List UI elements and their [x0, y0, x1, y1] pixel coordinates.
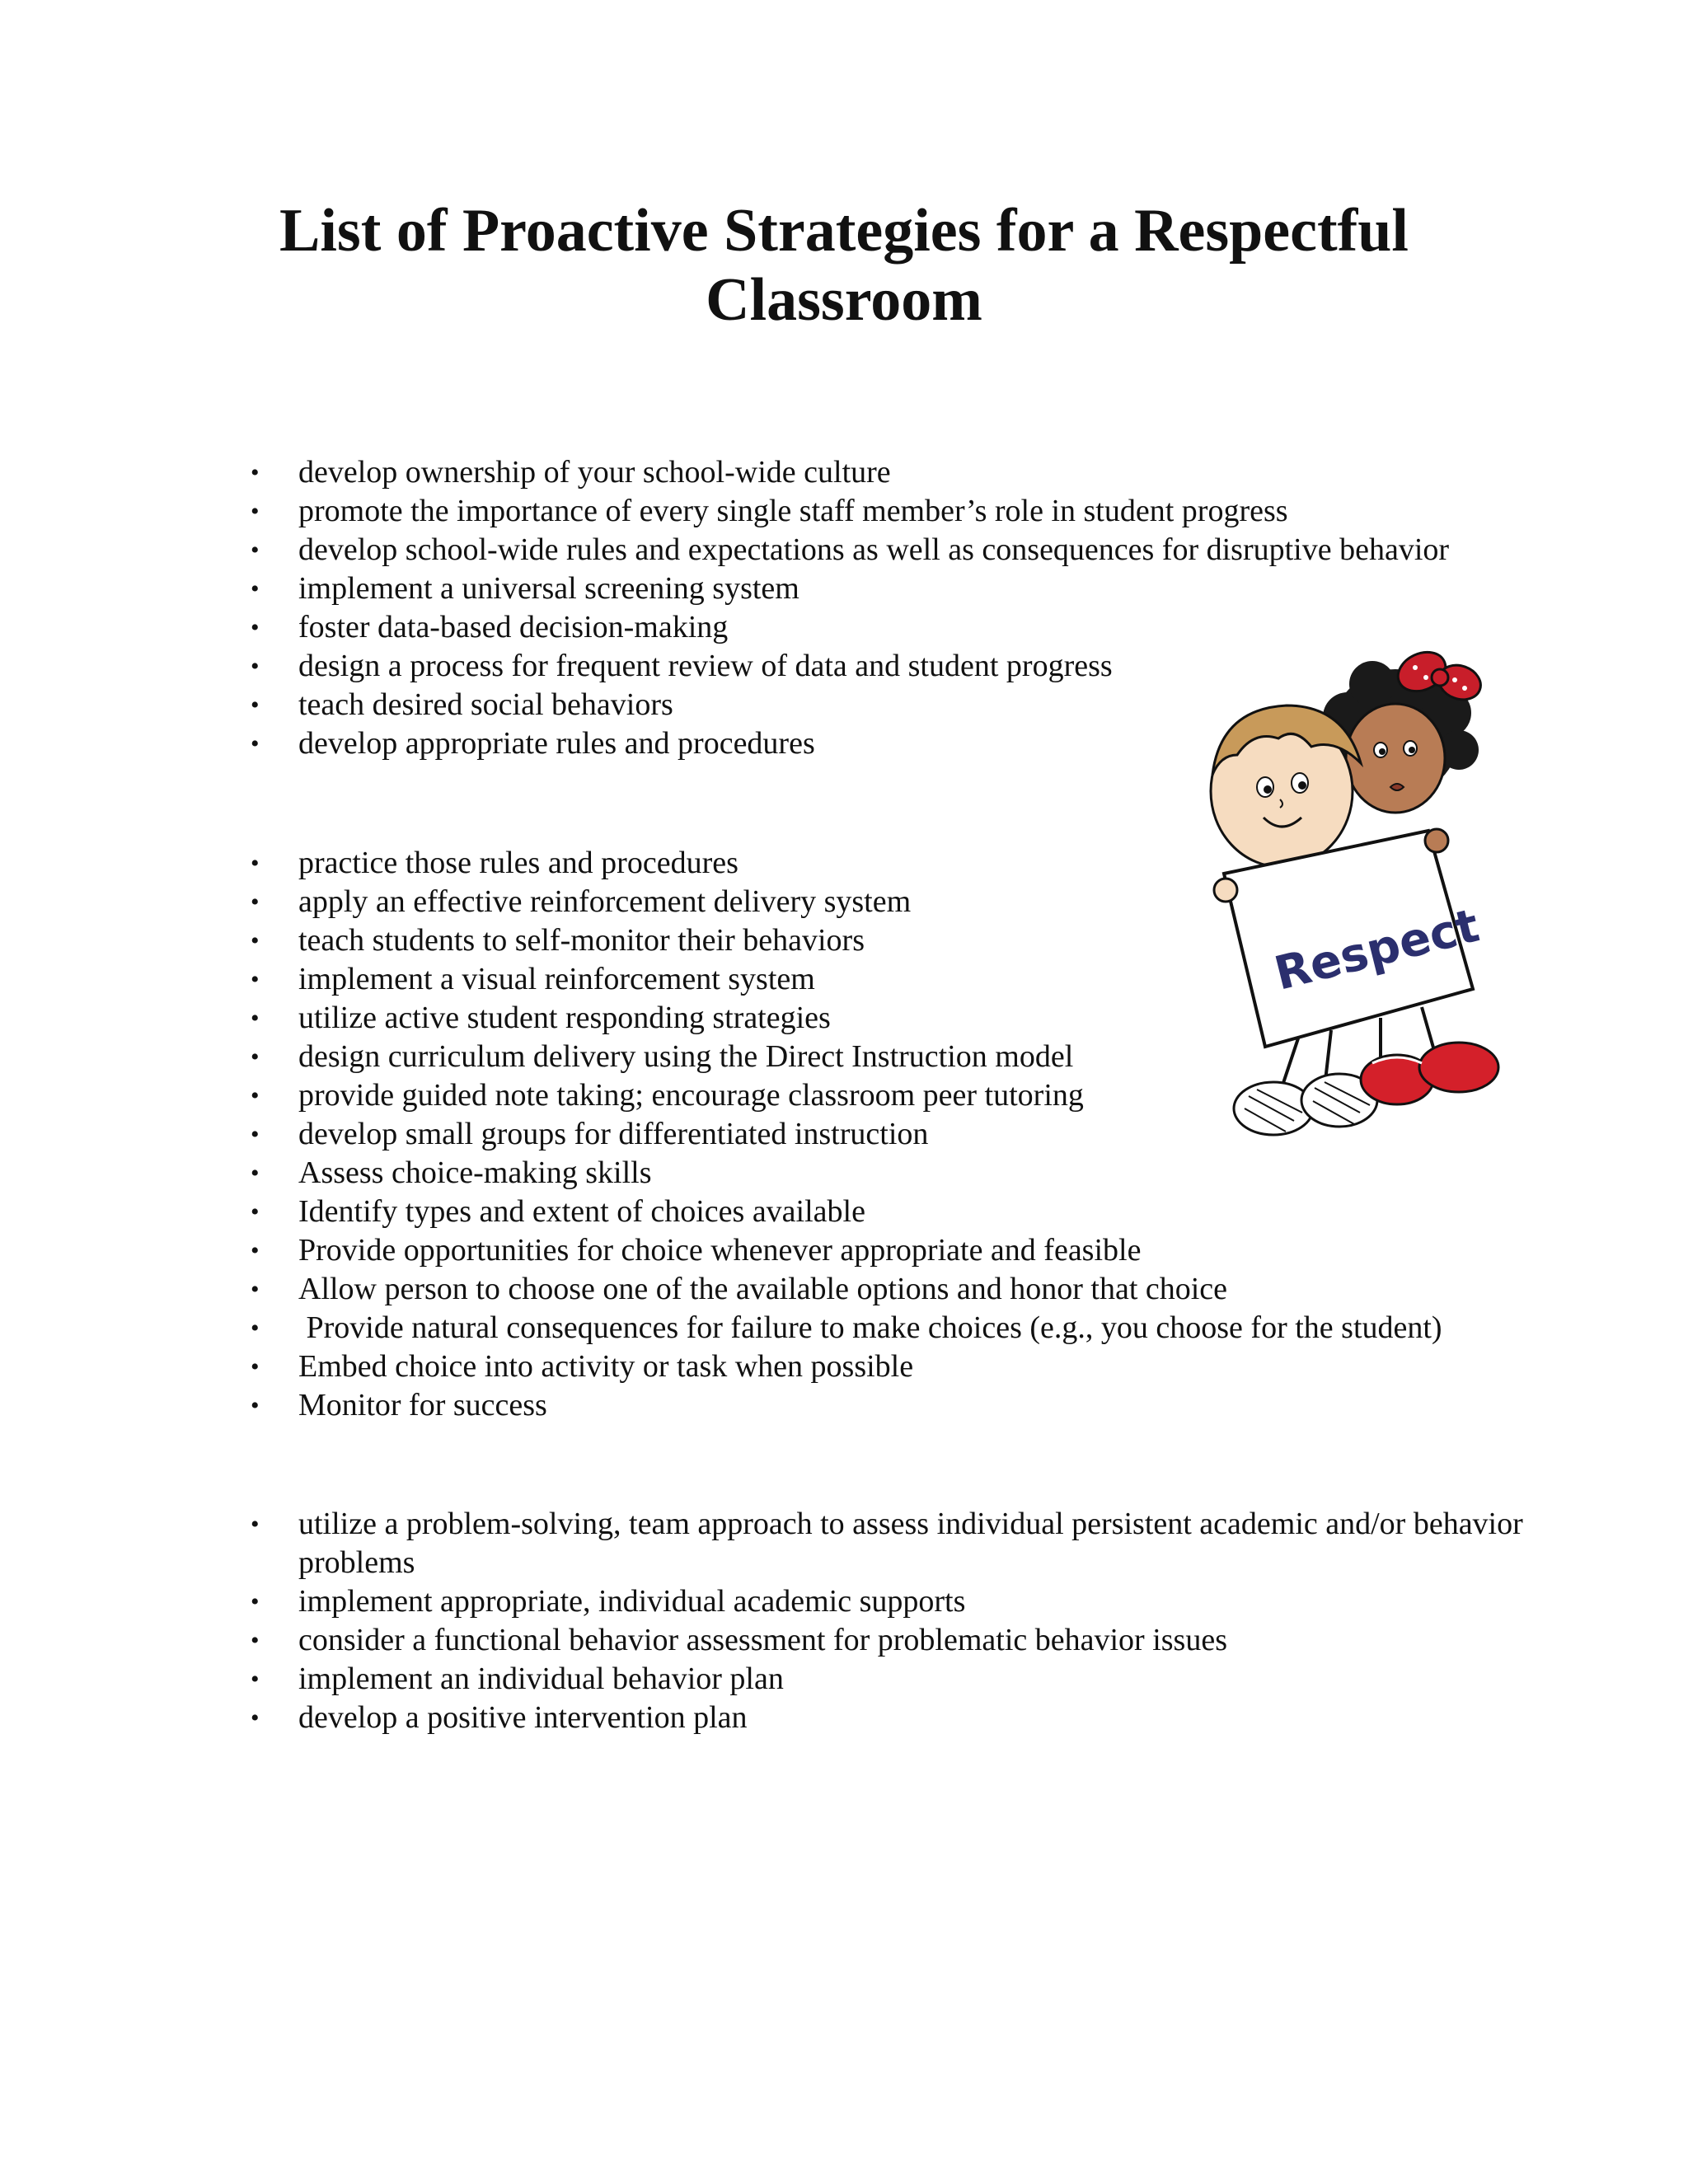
list-item-text: Identify types and extent of choices available — [298, 1194, 865, 1229]
list-item-text: develop a positive intervention plan — [298, 1700, 748, 1735]
page-title-line-1: List of Proactive Strategies for a Respectful — [279, 197, 1409, 265]
bullet-icon: • — [251, 927, 260, 954]
page-title — [0, 196, 1688, 335]
list-item-text: Allow person to choose one of the available options and honor that choice — [298, 1272, 1228, 1306]
bullet-icon: • — [251, 966, 260, 993]
boy-face — [1211, 705, 1361, 867]
list-item-text: design curriculum delivery using the Direct Instruction model — [298, 1039, 1074, 1074]
bullet-icon: • — [251, 1627, 260, 1654]
list-item-text: implement appropriate, individual academic supports — [298, 1584, 966, 1619]
list-item-text: Embed choice into activity or task when possible — [298, 1349, 914, 1384]
bullet-icon: • — [251, 1121, 260, 1148]
boy-shoes-icon — [1234, 1074, 1377, 1135]
list-item — [247, 1621, 1533, 1660]
list-item — [247, 1505, 1533, 1582]
page-title-line-2: Classroom — [706, 266, 982, 334]
bullet-icon: • — [251, 459, 260, 486]
list-item — [247, 1309, 1533, 1347]
bullet-icon: • — [251, 1005, 260, 1032]
list-item-text: utilize active student responding strategies — [298, 1001, 831, 1035]
list-item — [247, 1231, 1533, 1270]
list-item-text: teach desired social behaviors — [298, 687, 673, 722]
list-item — [247, 1699, 1533, 1737]
list-item-text: implement an individual behavior plan — [298, 1661, 784, 1696]
list-item — [247, 453, 1533, 492]
list-item-text: practice those rules and procedures — [298, 846, 738, 880]
list-item — [247, 1193, 1533, 1231]
list-item-text: foster data-based decision-making — [298, 610, 729, 644]
list-item-text: Provide natural consequences for failure to make choices (e.g., you choose for the student) — [298, 1310, 1442, 1345]
bullet-icon: • — [251, 614, 260, 641]
boy-hand — [1214, 879, 1237, 902]
list-item-text: develop school-wide rules and expectations as well as consequences for disruptive behavior — [298, 532, 1450, 567]
bullet-icon: • — [251, 888, 260, 916]
list-item — [247, 531, 1533, 569]
bullet-icon: • — [251, 498, 260, 525]
bullet-icon: • — [251, 653, 260, 680]
list-item-text: Assess choice-making skills — [298, 1155, 652, 1190]
list-item — [247, 1347, 1533, 1386]
list-item — [247, 1270, 1533, 1309]
list-item-text: implement a universal screening system — [298, 571, 799, 606]
list-item — [247, 1386, 1533, 1425]
list-item — [247, 1660, 1533, 1699]
list-item-text: teach students to self-monitor their behaviors — [298, 923, 865, 958]
bullet-icon: • — [251, 1353, 260, 1380]
list-item — [247, 492, 1533, 531]
bullet-icon: • — [251, 1160, 260, 1187]
bullet-icon: • — [251, 1588, 260, 1615]
bullet-icon: • — [251, 850, 260, 877]
respect-kids-illustration — [1175, 635, 1562, 1150]
bullet-icon: • — [251, 1392, 260, 1419]
girl-hand — [1425, 829, 1448, 852]
bullet-icon: • — [251, 1315, 260, 1342]
bullet-icon: • — [251, 1511, 260, 1538]
list-item-text: Monitor for success — [298, 1388, 547, 1422]
bullet-icon: • — [251, 1237, 260, 1264]
list-item — [247, 1582, 1533, 1621]
bullet-icon: • — [251, 1082, 260, 1109]
bullet-icon: • — [251, 1704, 260, 1732]
list-item-text: apply an effective reinforcement delivery system — [298, 884, 912, 919]
list-item-text: develop appropriate rules and procedures — [298, 726, 815, 761]
list-item-text: design a process for frequent review of data and student progress — [298, 649, 1113, 683]
list-item-text: Provide opportunities for choice whenever appropriate and feasible — [298, 1233, 1142, 1268]
bullet-icon: • — [251, 1198, 260, 1226]
list-item-text: implement a visual reinforcement system — [298, 962, 815, 996]
bullet-icon: • — [251, 1276, 260, 1303]
respect-sign-text: Respect — [1269, 898, 1484, 1001]
list-item — [247, 1154, 1533, 1193]
list-item-text: consider a functional behavior assessment for problematic behavior issues — [298, 1623, 1227, 1657]
list-item-text: provide guided note taking; encourage classroom peer tutoring — [298, 1078, 1084, 1113]
bullet-icon: • — [251, 575, 260, 602]
bullet-icon: • — [251, 730, 260, 757]
bullet-icon: • — [251, 1666, 260, 1693]
girl-face — [1346, 704, 1445, 813]
bullet-icon: • — [251, 691, 260, 719]
list-item-text: promote the importance of every single staff member’s role in student progress — [298, 494, 1288, 528]
list-item-text: develop ownership of your school-wide culture — [298, 455, 891, 490]
strategy-list-group-3 — [247, 1505, 1533, 1737]
list-item-text: develop small groups for differentiated instruction — [298, 1117, 929, 1151]
list-item-text: utilize a problem-solving, team approach to assess individual persistent academic and/or behavior problems — [298, 1507, 1523, 1580]
list-item — [247, 569, 1533, 608]
bullet-icon: • — [251, 1043, 260, 1071]
bullet-icon: • — [251, 537, 260, 564]
